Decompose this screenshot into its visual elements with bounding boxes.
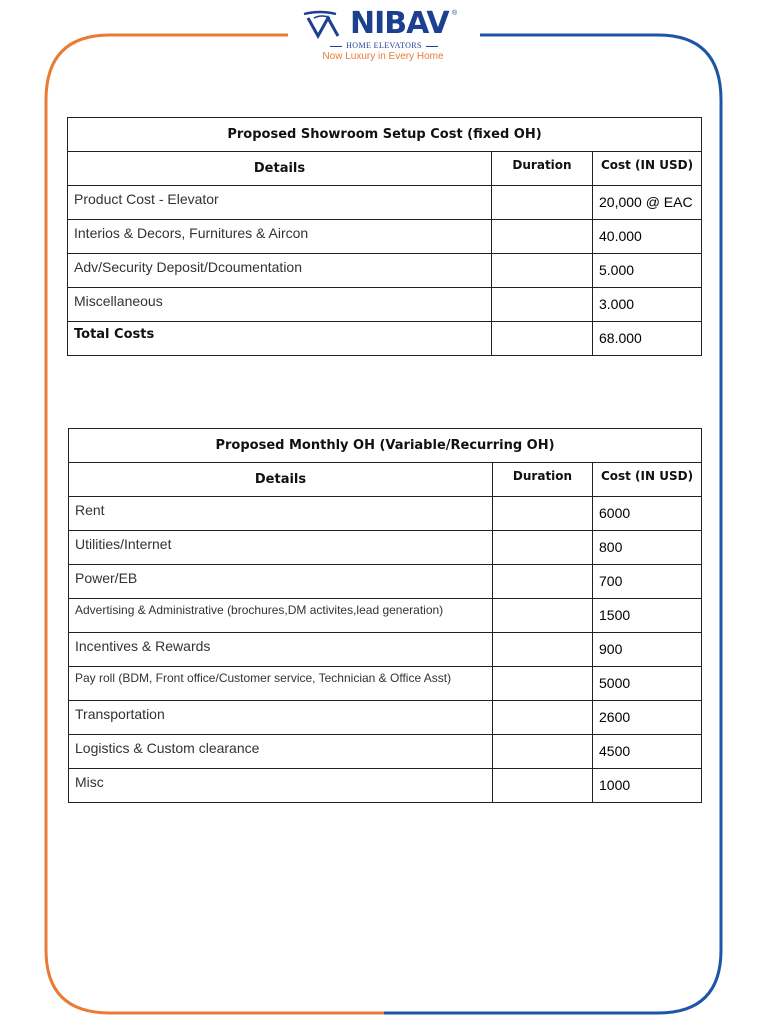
- row-details: Incentives & Rewards: [69, 633, 493, 667]
- row-details: Logistics & Custom clearance: [69, 735, 493, 769]
- row-details: Adv/Security Deposit/Dcoumentation: [68, 254, 492, 288]
- row-details: Advertising & Administrative (brochures,DM activites,lead generation): [69, 599, 493, 633]
- table-header-row: [69, 463, 702, 497]
- row-details: Pay roll (BDM, Front office/Customer service, Technician & Office Asst): [69, 667, 493, 701]
- row-details: Interios & Decors, Furnitures & Aircon: [68, 220, 492, 254]
- table-title: Proposed Showroom Setup Cost (fixed OH): [68, 118, 702, 152]
- header-duration: Duration: [492, 152, 593, 186]
- nibav-logo: [288, 4, 480, 64]
- table-title-row: [69, 429, 702, 463]
- table-row: [68, 186, 702, 220]
- table-row: [69, 735, 702, 769]
- brand-subtitle: HOME ELEVATORS: [318, 41, 450, 50]
- row-cost: 6000: [593, 497, 702, 531]
- row-details: Misc: [69, 769, 493, 803]
- header-cost: Cost (IN USD): [593, 152, 702, 186]
- row-duration: [492, 220, 593, 254]
- registered-mark: ®: [452, 10, 458, 17]
- table-row: [69, 633, 702, 667]
- header-details: Details: [69, 463, 493, 497]
- monthly-oh-cost-table: [68, 428, 702, 803]
- row-duration: [493, 667, 593, 701]
- header-cost: Cost (IN USD): [593, 463, 702, 497]
- table-row: [68, 254, 702, 288]
- row-cost: 5.000: [593, 254, 702, 288]
- table-row: [69, 701, 702, 735]
- row-details: Utilities/Internet: [69, 531, 493, 565]
- table-row: [68, 220, 702, 254]
- row-cost: 20,000 @ EAC: [593, 186, 702, 220]
- total-cost: 68.000: [593, 322, 702, 356]
- row-duration: [492, 254, 593, 288]
- row-duration: [493, 565, 593, 599]
- row-details: Miscellaneous: [68, 288, 492, 322]
- row-cost: 40.000: [593, 220, 702, 254]
- header-details: Details: [68, 152, 492, 186]
- elevator-logo-icon: [302, 8, 354, 40]
- table-row: [69, 565, 702, 599]
- showroom-setup-cost-table: [67, 117, 702, 356]
- table-row: [68, 288, 702, 322]
- table-title-row: [68, 118, 702, 152]
- row-cost: 800: [593, 531, 702, 565]
- row-duration: [493, 735, 593, 769]
- table-row: [69, 599, 702, 633]
- row-details: Rent: [69, 497, 493, 531]
- row-cost: 1500: [593, 599, 702, 633]
- table-row: [69, 497, 702, 531]
- row-cost: 700: [593, 565, 702, 599]
- total-row: [68, 322, 702, 356]
- row-duration: [492, 322, 593, 356]
- row-duration: [493, 633, 593, 667]
- row-cost: 1000: [593, 769, 702, 803]
- row-duration: [493, 599, 593, 633]
- header-duration: Duration: [493, 463, 593, 497]
- row-cost: 3.000: [593, 288, 702, 322]
- table-row: [69, 667, 702, 701]
- row-details: Transportation: [69, 701, 493, 735]
- row-duration: [493, 497, 593, 531]
- table-title: Proposed Monthly OH (Variable/Recurring OH): [69, 429, 702, 463]
- row-cost: 4500: [593, 735, 702, 769]
- table-row: [69, 531, 702, 565]
- row-cost: 2600: [593, 701, 702, 735]
- row-duration: [493, 701, 593, 735]
- row-details: Product Cost - Elevator: [68, 186, 492, 220]
- row-duration: [493, 531, 593, 565]
- row-duration: [492, 288, 593, 322]
- row-duration: [493, 769, 593, 803]
- brand-tagline: Now Luxury in Every Home: [322, 51, 444, 62]
- table-header-row: [68, 152, 702, 186]
- row-cost: 900: [593, 633, 702, 667]
- table-row: [69, 769, 702, 803]
- row-details: Power/EB: [69, 565, 493, 599]
- brand-name: NIBAV: [350, 6, 449, 41]
- row-cost: 5000: [593, 667, 702, 701]
- total-label: Total Costs: [68, 322, 492, 356]
- row-duration: [492, 186, 593, 220]
